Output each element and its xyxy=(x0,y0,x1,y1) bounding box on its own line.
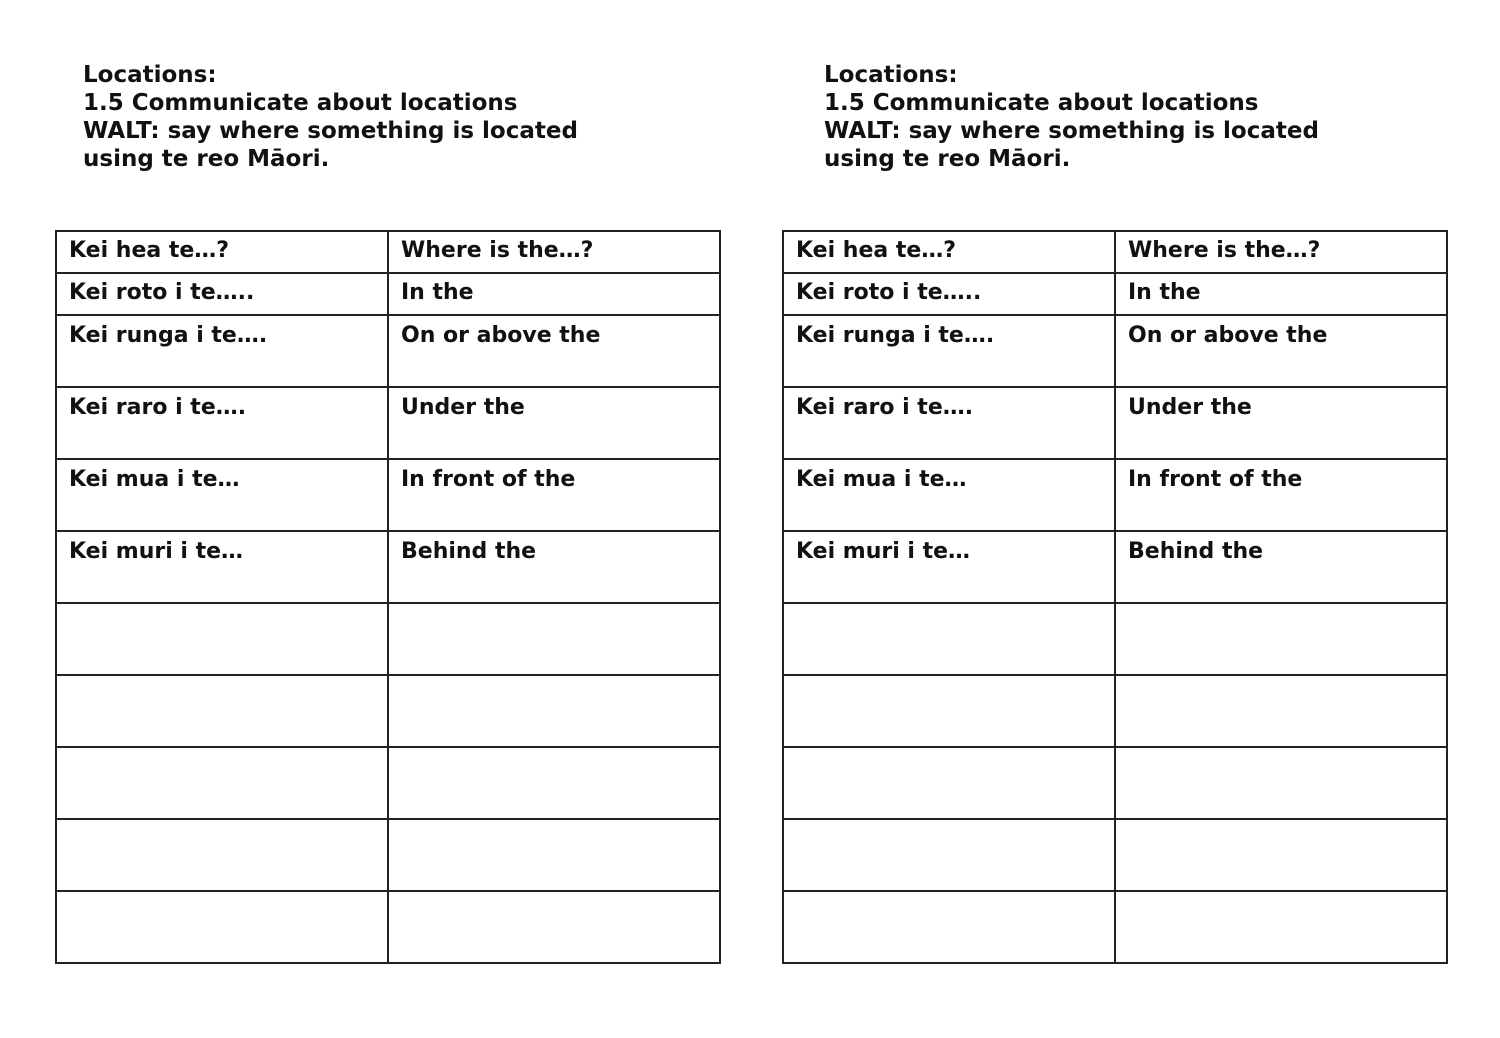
english-phrase-cell: Behind the xyxy=(388,531,720,603)
table-row xyxy=(783,273,1447,315)
header-title: Locations: xyxy=(824,62,958,88)
blank-cell[interactable] xyxy=(783,747,1115,819)
locations-table xyxy=(782,230,1448,964)
maori-phrase-cell: Kei runga i te…. xyxy=(56,315,388,387)
english-phrase-cell: In the xyxy=(388,273,720,315)
blank-cell[interactable] xyxy=(783,891,1115,963)
blank-cell[interactable] xyxy=(1115,675,1447,747)
blank-cell[interactable] xyxy=(1115,747,1447,819)
table-row-blank xyxy=(56,819,720,891)
maori-phrase-cell: Kei mua i te… xyxy=(56,459,388,531)
english-phrase-cell: Where is the…? xyxy=(1115,231,1447,273)
table-row xyxy=(783,387,1447,459)
table-row-blank xyxy=(56,675,720,747)
english-phrase-cell: On or above the xyxy=(1115,315,1447,387)
table-row xyxy=(783,531,1447,603)
blank-cell[interactable] xyxy=(783,675,1115,747)
header-objective: 1.5 Communicate about locations xyxy=(824,90,1259,116)
maori-phrase-cell: Kei muri i te… xyxy=(56,531,388,603)
blank-cell[interactable] xyxy=(783,819,1115,891)
blank-cell[interactable] xyxy=(783,603,1115,675)
english-phrase-cell: Where is the…? xyxy=(388,231,720,273)
maori-phrase-cell: Kei muri i te… xyxy=(783,531,1115,603)
english-phrase-cell: Under the xyxy=(1115,387,1447,459)
table-row-blank xyxy=(56,603,720,675)
table-row xyxy=(56,459,720,531)
header-walt-continued: using te reo Māori. xyxy=(824,146,1071,172)
english-phrase-cell: On or above the xyxy=(388,315,720,387)
english-phrase-cell: In front of the xyxy=(1115,459,1447,531)
blank-cell[interactable] xyxy=(1115,603,1447,675)
table-row xyxy=(56,387,720,459)
header-title: Locations: xyxy=(83,62,217,88)
header-walt: WALT: say where something is located xyxy=(824,118,1319,144)
blank-cell[interactable] xyxy=(388,819,720,891)
table-row xyxy=(783,231,1447,273)
maori-phrase-cell: Kei raro i te…. xyxy=(56,387,388,459)
header-walt: WALT: say where something is located xyxy=(83,118,578,144)
blank-cell[interactable] xyxy=(56,603,388,675)
table-row xyxy=(783,315,1447,387)
blank-cell[interactable] xyxy=(56,675,388,747)
table-row-blank xyxy=(783,819,1447,891)
header-walt-continued: using te reo Māori. xyxy=(83,146,330,172)
english-phrase-cell: Under the xyxy=(388,387,720,459)
table-row-blank xyxy=(56,747,720,819)
maori-phrase-cell: Kei runga i te…. xyxy=(783,315,1115,387)
table-row xyxy=(56,273,720,315)
blank-cell[interactable] xyxy=(56,747,388,819)
blank-cell[interactable] xyxy=(388,747,720,819)
blank-cell[interactable] xyxy=(56,891,388,963)
maori-phrase-cell: Kei raro i te…. xyxy=(783,387,1115,459)
table-row-blank xyxy=(783,603,1447,675)
maori-phrase-cell: Kei mua i te… xyxy=(783,459,1115,531)
maori-phrase-cell: Kei hea te…? xyxy=(783,231,1115,273)
locations-table xyxy=(55,230,721,964)
english-phrase-cell: Behind the xyxy=(1115,531,1447,603)
blank-cell[interactable] xyxy=(388,891,720,963)
english-phrase-cell: In the xyxy=(1115,273,1447,315)
maori-phrase-cell: Kei roto i te….. xyxy=(783,273,1115,315)
header-objective: 1.5 Communicate about locations xyxy=(83,90,518,116)
worksheet-header xyxy=(824,61,1444,173)
maori-phrase-cell: Kei hea te…? xyxy=(56,231,388,273)
table-row-blank xyxy=(56,891,720,963)
table-row xyxy=(56,231,720,273)
blank-cell[interactable] xyxy=(388,603,720,675)
table-row-blank xyxy=(783,891,1447,963)
blank-cell[interactable] xyxy=(56,819,388,891)
table-row-blank xyxy=(783,747,1447,819)
blank-cell[interactable] xyxy=(1115,819,1447,891)
table-row xyxy=(56,531,720,603)
english-phrase-cell: In front of the xyxy=(388,459,720,531)
blank-cell[interactable] xyxy=(388,675,720,747)
blank-cell[interactable] xyxy=(1115,891,1447,963)
worksheet-header xyxy=(83,61,703,173)
maori-phrase-cell: Kei roto i te….. xyxy=(56,273,388,315)
table-row xyxy=(56,315,720,387)
table-row xyxy=(783,459,1447,531)
table-row-blank xyxy=(783,675,1447,747)
